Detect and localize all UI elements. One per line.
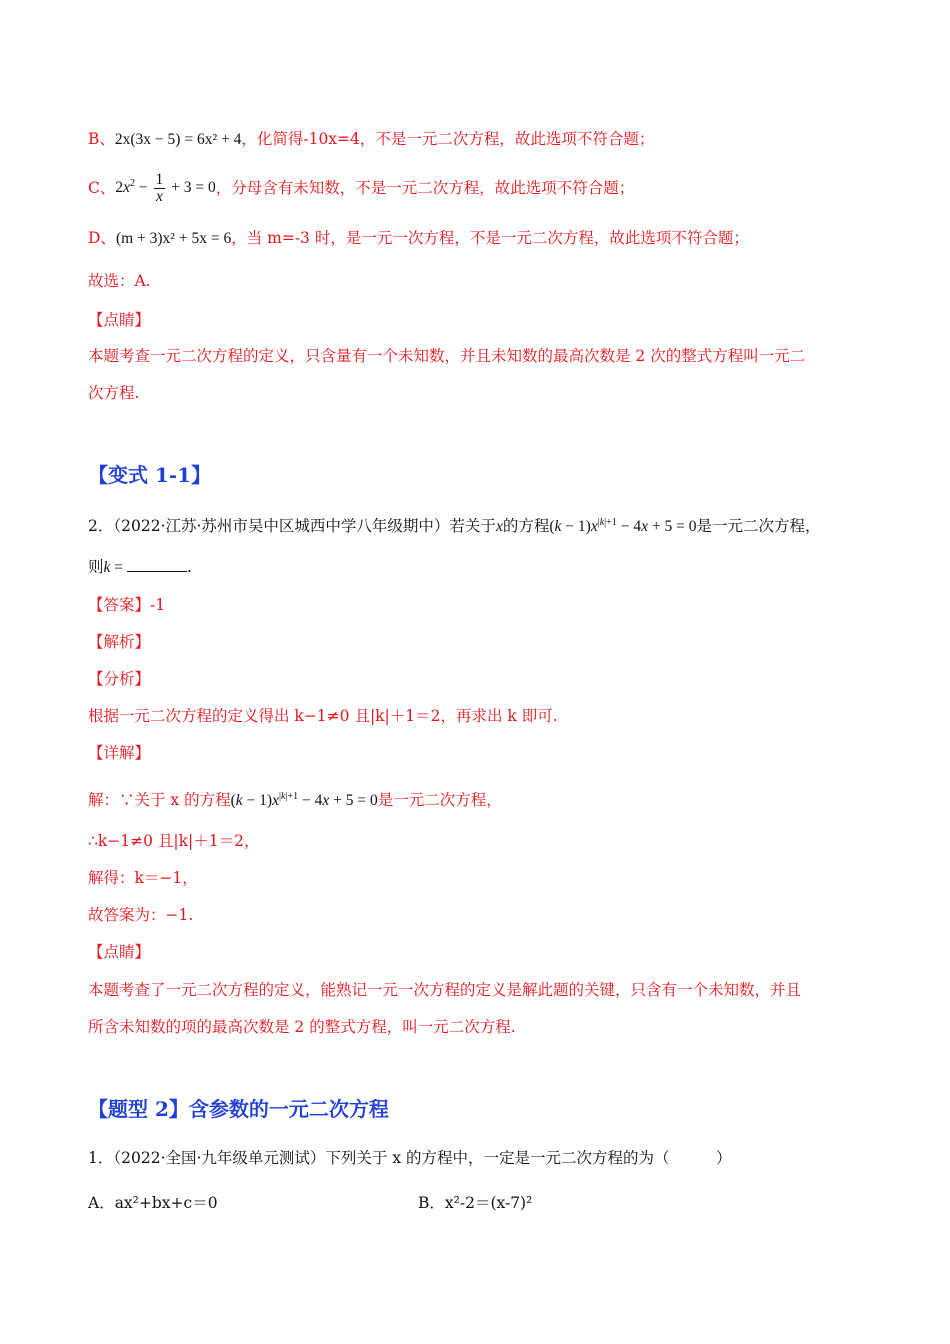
dianjing-label-1: 【点睛】 [88, 311, 151, 329]
question-2-line2-end: . [186, 558, 192, 576]
question-1-option-a: A．ax²+bx+c＝0 [88, 1194, 218, 1212]
solution-line-1-a: 解：∵关于 x 的方程 [88, 791, 231, 810]
xiangjie-label: 【详解】 [88, 744, 151, 762]
option-b-text: ，化简得-10x=4，不是一元二次方程，故此选项不符合题； [241, 130, 655, 148]
question-1-option-b: B．x²-2＝(x-7)² [418, 1194, 533, 1212]
dianjing-label-2: 【点睛】 [88, 943, 151, 961]
answer-1: 故选：A. [88, 272, 151, 290]
question-2-source: （2022·江苏·苏州市吴中区城西中学八年级期中）若关于 [113, 517, 496, 536]
type-2-heading: 【题型 2】含参数的一元二次方程 [88, 1097, 389, 1121]
question-1-text: （2022·全国·九年级单元测试）下列关于 x 的方程中，一定是一元二次方程的为（ ） [113, 1149, 732, 1167]
dianjing-2-line-2: 所含未知数的项的最高次数是 2 的整式方程，叫一元二次方程. [88, 1018, 516, 1036]
fenxi-text: 根据一元二次方程的定义得出 k−1≠0 且|k|＋1＝2，再求出 k 即可. [88, 707, 558, 725]
question-2-line-2 [88, 556, 192, 579]
option-b-prefix: B、 [88, 130, 115, 148]
question-2-line-1 [88, 512, 820, 538]
answer-blank [127, 557, 187, 572]
question-2-equation: $(k - 1)x^{|k|+1} - 4x + 5 = 0$ [549, 517, 697, 536]
question-2-end: 是一元二次方程， [696, 517, 821, 536]
dianjing-2-line-1: 本题考查了一元二次方程的定义，能熟记一元一次方程的定义是解此题的关键，只含有一个未知数，并且 [88, 981, 802, 999]
dianjing-1-line-2: 次方程. [88, 384, 140, 402]
question-2-var: x [495, 518, 503, 536]
question-2-line2-prefix: 则 [88, 558, 104, 576]
question-2-k-eq: k = [103, 559, 127, 576]
option-c-prefix: C、 [88, 179, 116, 197]
dianjing-1-line-1: 本题考查一元二次方程的定义，只含量有一个未知数，并且未知数的最高次数是 2 次的整式方程叫一元二 [88, 347, 806, 365]
option-d-line [88, 227, 749, 250]
variant-heading: 【变式 1-1】 [88, 463, 212, 487]
solution-equation: $(k - 1)x^{|k|+1} - 4x + 5 = 0$ [230, 791, 378, 810]
solution-line-2: ∴k−1≠0 且|k|＋1＝2， [88, 832, 260, 850]
option-d-math: (m + 3)x² + 5x = 6 [115, 230, 232, 247]
option-c-math: $2x^2$ − $\frac{1}{x}$ + 3 = 0 [115, 170, 216, 205]
option-b-math: 2x(3x − 5) = 6x² + 4 [114, 131, 242, 148]
option-c-text: ，分母含有未知数，不是一元二次方程，故此选项不符合题； [215, 179, 635, 197]
question-1-number: 1． [88, 1149, 114, 1167]
answer-label: 【答案】 [88, 596, 151, 614]
option-d-prefix: D、 [88, 229, 116, 247]
question-1-line [88, 1147, 732, 1169]
question-2-number: 2． [88, 517, 114, 536]
option-c-line [88, 168, 634, 208]
option-d-text: ，当 m=-3 时，是一元一次方程，不是一元二次方程，故此选项不符合题； [231, 229, 749, 247]
solution-line-1-b: 是一元二次方程， [377, 791, 502, 810]
option-b-line [88, 128, 654, 151]
answer-line [88, 594, 165, 616]
jiexi-label: 【解析】 [88, 633, 151, 651]
solution-line-4: 故答案为：−1. [88, 906, 194, 924]
solution-line-3: 解得：k＝−1， [88, 869, 198, 887]
fenxi-label: 【分析】 [88, 670, 151, 688]
question-2-mid: 的方程 [502, 517, 550, 536]
solution-line-1 [88, 786, 502, 812]
answer-value: -1 [150, 596, 166, 614]
